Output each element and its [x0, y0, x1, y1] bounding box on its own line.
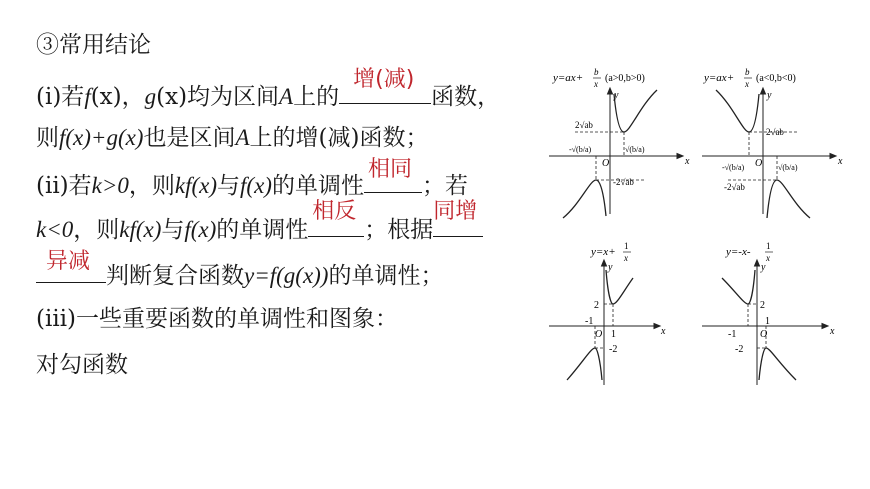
graph-2-origin: O	[755, 158, 763, 169]
graph-4-label: y=-x-	[726, 246, 751, 258]
graph-3-frac-num: 1	[624, 241, 629, 251]
blank-4[interactable]	[433, 199, 483, 237]
graph-2-ytick-top: 2√ab	[766, 127, 784, 137]
section-title: ③常用结论	[36, 32, 151, 58]
graph-2-x-label: x	[838, 156, 843, 167]
graph-2-y-label: y	[767, 90, 772, 101]
graph-2-xneg: -√(b/a)	[722, 163, 745, 172]
graph-4-xpos: 1	[765, 316, 770, 327]
graph-1-frac-den: x	[594, 79, 598, 89]
graph-3-xpos: 1	[611, 329, 616, 340]
graph-3-ytick-top: 2	[594, 300, 599, 311]
graph-3-frac-den: x	[624, 253, 628, 263]
graph-1-x-label: x	[685, 156, 690, 167]
graph-3-y-label: y	[608, 262, 613, 273]
graph-1-xpos: √(b/a)	[625, 145, 645, 154]
graph-2-frac-num: b	[745, 67, 750, 77]
graph-1-frac-num: b	[594, 67, 599, 77]
blank-3[interactable]	[308, 199, 364, 237]
graph-2-label: y=ax+	[704, 72, 735, 84]
graph-1-ytick-top: 2√ab	[575, 120, 593, 130]
item-1-line-2: 则f(x)+g(x)也是区间A上的增(减)函数；	[36, 125, 429, 151]
graph-4-x-label: x	[830, 326, 835, 337]
graph-2	[698, 66, 848, 221]
graph-4	[698, 240, 848, 390]
graph-4-origin: O	[760, 329, 768, 340]
graph-1-origin: O	[602, 158, 610, 169]
graph-1	[545, 66, 695, 221]
graph-3-x-label: x	[661, 326, 666, 337]
graph-1-label: y=ax+	[553, 72, 584, 84]
item-2-line-2: k<0，则kf(x)与f(x)的单调性 相反 ；根据 同增	[36, 212, 483, 244]
graph-1-y-label: y	[614, 90, 619, 101]
graph-1-ytick-bot: -2√ab	[613, 177, 634, 187]
graph-3-xneg: -1	[585, 316, 594, 327]
graph-2-frac-den: x	[745, 79, 749, 89]
graph-3-ytick-bot: -2	[609, 344, 618, 355]
blank-1[interactable]	[339, 67, 431, 104]
blank-2[interactable]	[364, 157, 422, 193]
curve-left	[716, 90, 759, 132]
item-1-line-1: (ⅰ)若f(x)，g(x)均为区间A上的 增(减) 函数，	[36, 67, 501, 110]
graph-4-y-label: y	[761, 262, 766, 273]
answer-4: 同增	[433, 199, 478, 224]
graph-2-xpos: √(b/a)	[778, 163, 798, 172]
graph-1-xneg: -√(b/a)	[569, 145, 592, 154]
item-4: 对勾函数	[36, 352, 128, 378]
item-2-line-3: 异减 判断复合函数y=f(g(x))的单调性；	[36, 258, 443, 290]
answer-5: 异减	[46, 249, 91, 274]
curve-left	[567, 348, 602, 380]
graph-3	[545, 240, 695, 390]
answer-3: 相反	[312, 199, 357, 224]
graph-2-ytick-bot: -2√ab	[724, 182, 745, 192]
curve-left	[563, 180, 606, 218]
graph-4-frac-num: 1	[766, 241, 771, 251]
answer-2: 相同	[367, 157, 412, 182]
graph-4-ytick-top: 2	[760, 300, 765, 311]
curve-left	[722, 270, 755, 304]
graph-4-frac-den: x	[766, 253, 770, 263]
graph-4-xneg: -1	[728, 329, 737, 340]
blank-5[interactable]	[36, 249, 106, 283]
answer-1: 增(减)	[353, 67, 415, 92]
curve-right	[606, 270, 633, 304]
curve-right	[767, 180, 810, 218]
item-2-line-1: (ⅱ)若k>0，则kf(x)与f(x)的单调性 相同 ；若	[36, 157, 468, 199]
graph-3-label: y=x+	[591, 246, 616, 258]
graph-3-origin: O	[595, 329, 603, 340]
curve-right	[614, 90, 657, 132]
curve-right	[759, 348, 796, 380]
item-3: (ⅲ)一些重要函数的单调性和图象：	[36, 306, 399, 332]
graph-2-cond: (a<0,b<0)	[756, 73, 796, 84]
graph-1-cond: (a>0,b>0)	[605, 73, 645, 84]
graph-4-ytick-bot: -2	[735, 344, 744, 355]
